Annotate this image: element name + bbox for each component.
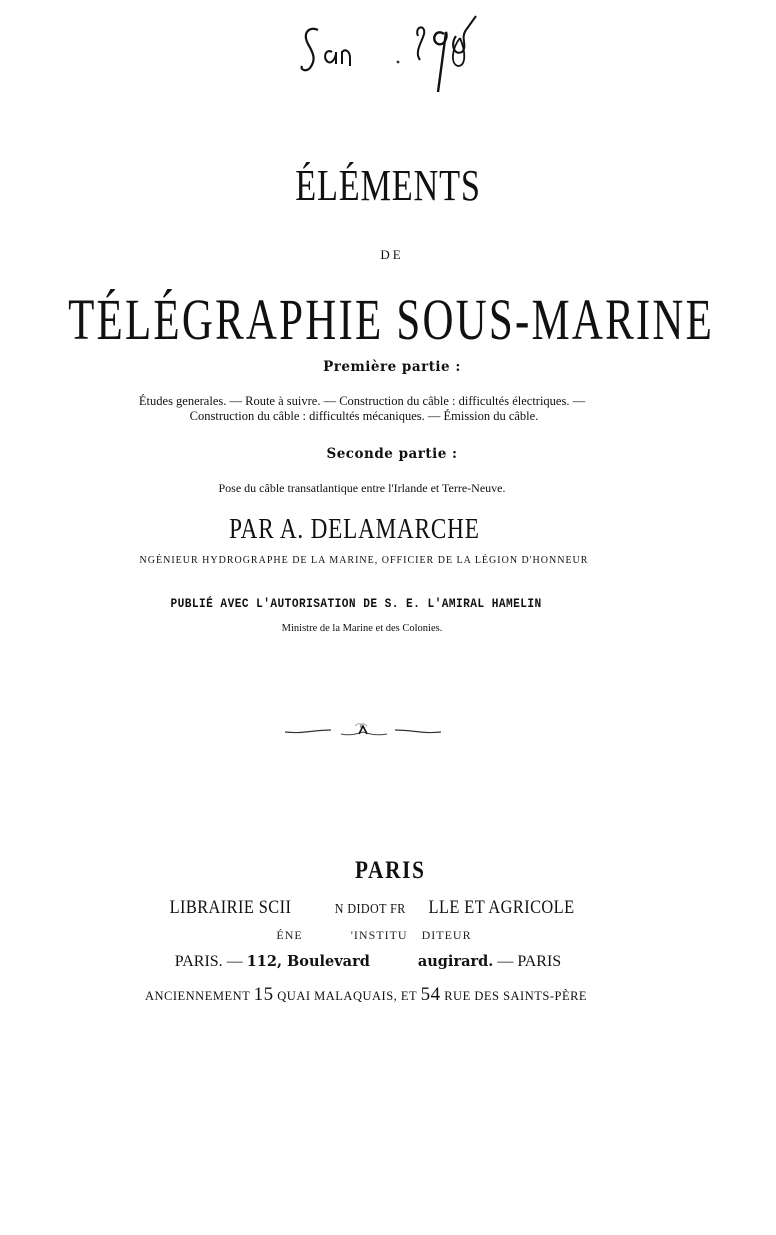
handwritten-shelfmark-icon	[290, 8, 480, 98]
editeur-left: ÉNE	[276, 928, 303, 942]
editeur-mid: 'INSTITU	[350, 928, 408, 942]
address-suffix: — PARIS	[497, 953, 562, 970]
ornament-flourish-icon	[283, 718, 443, 742]
part-two-summary-line-1: Pose du câble transatlantique entre l'Irlande et Terre-Neuve.	[218, 481, 506, 495]
address-bold-left: 112, Boulevard	[246, 953, 370, 970]
former-prefix: ANCIENNEMENT	[144, 989, 251, 1003]
part-one-summary-line-1: Études generales. — Route à suivre. — Construction du câble : difficultés électriques. —	[138, 394, 586, 408]
title-line-elements: ÉLÉMENTS	[295, 161, 481, 210]
authorization-minister: Ministre de la Marine et des Colonies.	[281, 623, 443, 634]
main-title: TÉLÉGRAPHIE SOUS-MARINE	[68, 287, 715, 352]
imprint-editeur-line	[0, 928, 762, 943]
imprint-former-address	[0, 984, 754, 1006]
imprint-address	[0, 953, 756, 971]
former-number-1: 15	[253, 984, 274, 1005]
part-two-heading: Seconde partie :	[326, 446, 458, 462]
former-mid: QUAI MALAQUAIS, ET	[277, 989, 417, 1003]
part-one-heading: Première partie :	[323, 359, 461, 375]
title-connector: DE	[380, 247, 404, 262]
publisher-mid-fragment: N DIDOT FR	[334, 902, 406, 917]
imprint-publisher	[38, 897, 705, 919]
imprint-city: PARIS	[354, 857, 426, 884]
handwritten-shelfmark	[290, 8, 480, 98]
address-bold-right: augirard.	[417, 953, 494, 970]
author-byline: PAR A. DELAMARCHE	[229, 513, 480, 545]
authorization-line: PUBLIÉ AVEC L'AUTORISATION DE S. E. L'AMIRAL HAMELIN	[170, 596, 542, 611]
publisher-right: LLE ET AGRICOLE	[428, 897, 575, 918]
publisher-left: LIBRAIRIE SCII	[169, 897, 292, 918]
address-prefix: PARIS. —	[174, 953, 243, 970]
author-credentials: NGÉNIEUR HYDROGRAPHE DE LA MARINE, OFFICIER DE LA LÉGION D'HONNEUR	[139, 555, 589, 566]
editeur-right: DITEUR	[421, 928, 472, 942]
part-one-summary-line-2: Construction du câble : difficultés mécaniques. — Émission du câble.	[189, 409, 539, 423]
former-suffix: RUE DES SAINTS-PÈRE	[444, 989, 588, 1003]
former-number-2: 54	[420, 984, 441, 1005]
